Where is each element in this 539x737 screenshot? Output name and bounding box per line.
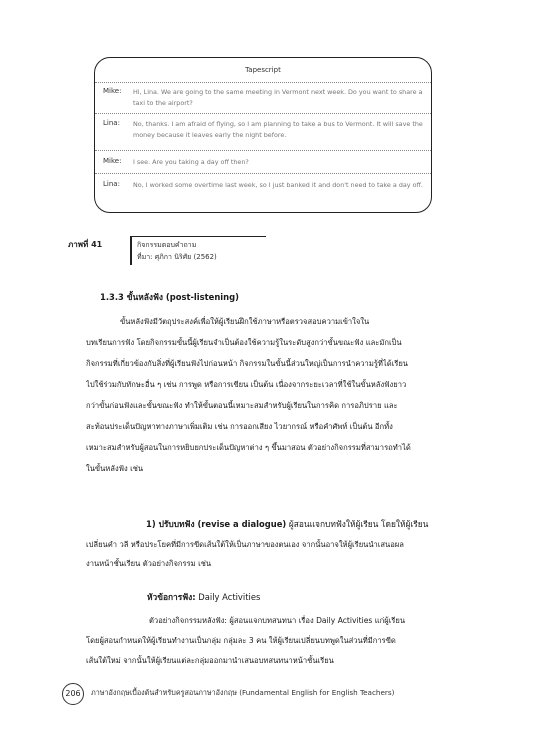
example-line: โดยผู้สอนกำหนดให้ผู้เรียนทำงานเป็นกลุ่ม กลุ่มละ 3 คน ให้ผู้เรียนเปลี่ยนบทพูดในส่วนที่มีการขีด	[86, 636, 396, 645]
figure-label: ภาพที่ 41	[68, 240, 103, 249]
caption-rule	[130, 236, 266, 237]
utterance-text: I see. Are you taking a day off then?	[133, 158, 249, 166]
example-line: เส้นใต้ใหม่ จากนั้นให้ผู้เรียนแต่ละกลุ่มออกมานำเสนอบทสนทนาหน้าชั้นเรียน	[86, 656, 334, 665]
paragraph-line: บทเรียนการฟัง โดยกิจกรรมขั้นนี้ผู้เรียนจำเป็นต้องใช้ความรู้ในระดับสูงกว่าขั้นขณะฟัง และมักเป็น	[86, 338, 402, 347]
footer-title: ภาษาอังกฤษเบื้องต้นสำหรับครูสอนภาษาอังกฤษ (Fundamental English for English Teachers)	[91, 688, 395, 697]
subitem-line	[146, 517, 428, 531]
paragraph-line: เปลี่ยนคำ วลี หรือประโยคที่มีการขีดเส้นใต้ให้เป็นภาษาของตนเอง จากนั้นอาจให้ผู้เรียนนำเสนอผล	[86, 540, 404, 549]
divider	[95, 150, 431, 151]
utterance-text: Hi, Lina. We are going to the same meeting in Vermont next week. Do you want to share a taxi to the airport?	[133, 88, 423, 107]
section-heading: 1.3.3 ขั้นหลังฟัง (post-listening)	[100, 292, 239, 302]
caption-bar	[130, 236, 132, 265]
figure-source: ที่มา: ศุภิกา นิริศัย (2562)	[137, 253, 217, 261]
topic-label: หัวข้อการฟัง:	[147, 592, 196, 602]
paragraph-line: ในขั้นหลังฟัง เช่น	[86, 464, 144, 473]
divider	[95, 113, 431, 114]
utterance-text: No, thanks. I am afraid of flying, so I am planning to take a bus to Vermont. It will save the money because it leaves early the night before.	[133, 120, 423, 139]
paragraph-line: งานหน้าชั้นเรียน ตัวอย่างกิจกรรม เช่น	[86, 559, 212, 568]
paragraph-line: กิจกรรมที่เกี่ยวข้องกับสิ่งที่ผู้เรียนฟังไปก่อนหน้า กิจกรรมในขั้นนี้ส่วนใหญ่เป็นการนำความรู้ที่ได้เรียน	[86, 359, 408, 368]
paragraph-line: เหมาะสมสำหรับผู้สอนในการหยิบยกประเด็นปัญหาต่าง ๆ ขึ้นมาสอน ตัวอย่างกิจกรรมที่สามารถทำได้	[86, 443, 411, 452]
topic-line	[147, 590, 260, 604]
speaker-label: Lina:	[103, 119, 120, 127]
paragraph-line: สะท้อนประเด็นปัญหาทางภาษาเพิ่มเติม เช่น การออกเสียง ไวยากรณ์ หรือคำศัพท์ เป็นต้น อีกทั้ง	[86, 422, 393, 431]
paragraph-line: ขั้นหลังฟังมีวัตถุประสงค์เพื่อให้ผู้เรียนฝึกใช้ภาษาหรือตรวจสอบความเข้าใจใน	[120, 317, 370, 326]
speaker-label: Mike:	[103, 157, 122, 165]
example-line: ตัวอย่างกิจกรรมหลังฟัง: ผู้สอนแจกบทสนทนา เรื่อง Daily Activities แก่ผู้เรียน	[149, 616, 406, 625]
paragraph-line: ไปใช้ร่วมกับทักษะอื่น ๆ เช่น การพูด หรือการเขียน เป็นต้น เนื่องจากระยะเวลาที่ใช้ในขั้นหลังฟังยาว	[86, 380, 407, 389]
topic-value: Daily Activities	[195, 592, 261, 602]
paragraph-line: กว่าขั้นก่อนฟังและขั้นขณะฟัง ทำให้ขั้นตอนนี้เหมาะสมสำหรับผู้เรียนในการคิด การอภิปราย และ	[86, 401, 398, 410]
tapescript-title: Tapescript	[245, 66, 281, 74]
subitem-text: ผู้สอนแจกบทฟังให้ผู้เรียน โดยให้ผู้เรียน	[286, 519, 429, 529]
page-number: 206	[62, 683, 84, 705]
tapescript-box	[94, 57, 432, 213]
divider	[95, 82, 431, 83]
utterance-text: No, I worked some overtime last week, so I just banked it and don't need to take a day off.	[133, 181, 423, 189]
speaker-label: Lina:	[103, 180, 120, 188]
speaker-label: Mike:	[103, 87, 122, 95]
figure-title: กิจกรรมตอบคำถาม	[137, 241, 197, 249]
divider	[95, 173, 431, 174]
subitem-heading: 1) ปรับบทฟัง (revise a dialogue)	[146, 519, 287, 529]
